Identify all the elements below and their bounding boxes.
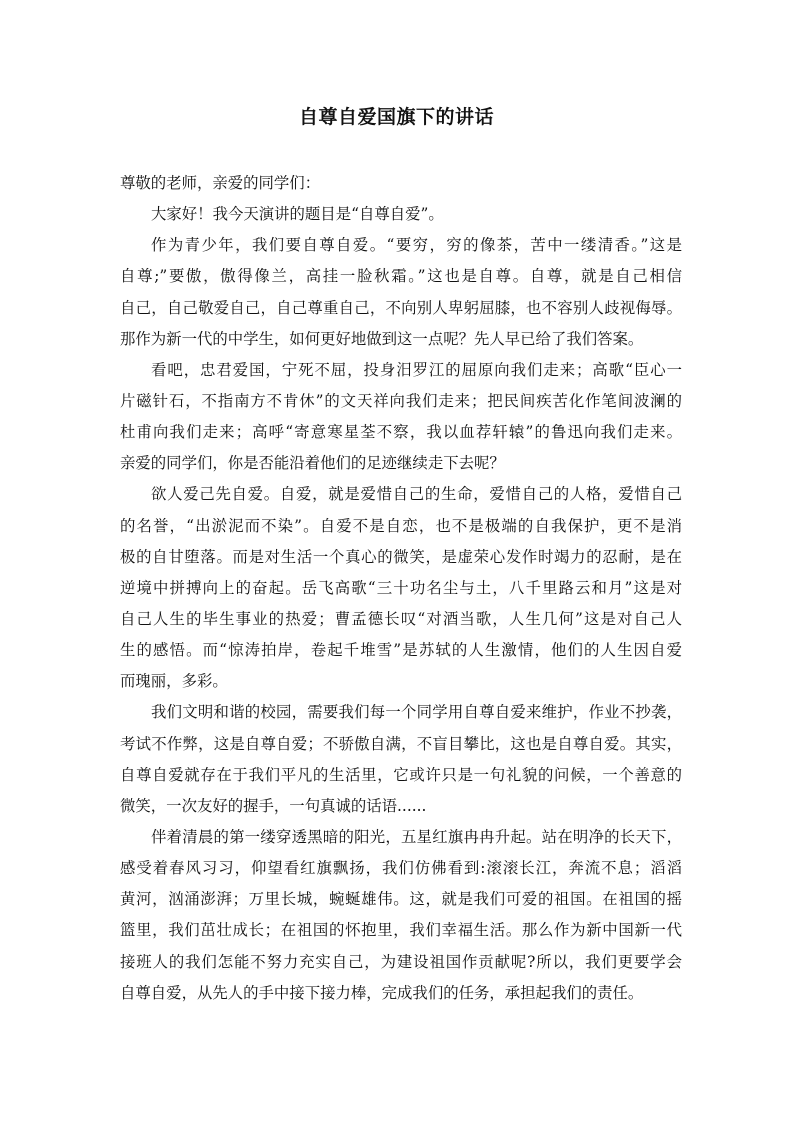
paragraph-line: 感受着春风习习，仰望看红旗飘扬，我们仿佛看到:滚滚长江，奔流不息；滔滔 (120, 859, 682, 878)
paragraph-line: 微笑，一次友好的握手，一句真诚的话语...... (120, 796, 427, 815)
paragraph-line: 自己，自己敬爱自己，自己尊重自己，不向别人卑躬屈膝，也不容别人歧视侮辱。 (120, 298, 682, 317)
paragraph-line: 逆境中拼搏向上的奋起。岳飞高歌“三十功名尘与土，八千里路云和月”这是对 (120, 578, 682, 597)
paragraph-line: 伴着清晨的第一缕穿透黑暗的阳光，五星红旗冉冉升起。站在明净的长天下， (151, 827, 682, 846)
paragraph (120, 230, 682, 355)
paragraph-line: 自己人生的毕生事业的热爱；曹孟德长叹“对酒当歌，人生几何”这是对自己人 (120, 609, 682, 628)
paragraph-line: 看吧，忠君爱国，宁死不屈，投身汨罗江的屈原向我们走来；高歌“臣心一 (151, 360, 682, 379)
paragraph-line: 的名誉，“出淤泥而不染”。自爱不是自恋，也不是极端的自我保护，更不是消 (120, 516, 682, 535)
document-body (120, 168, 682, 1009)
paragraph (120, 168, 682, 199)
paragraph-line: 自尊;”要傲，傲得像兰，高挂一脸秋霜。”这也是自尊。自尊，就是自己相信 (120, 267, 682, 286)
paragraph (120, 822, 682, 1009)
paragraph (120, 355, 682, 480)
paragraph-line: 而瑰丽，多彩。 (120, 672, 228, 691)
paragraph-line: 作为青少年，我们要自尊自爱。“要穷，穷的像茶，苦中一缕清香。”这是 (151, 236, 682, 255)
paragraph-line: 考试不作弊，这是自尊自爱；不骄傲自满，不盲目攀比，这也是自尊自爱。其实， (120, 734, 682, 753)
paragraph-line: 自尊自爱就存在于我们平凡的生活里，它或许只是一句礼貌的问候，一个善意的 (120, 765, 682, 784)
paragraph (120, 479, 682, 697)
paragraph-line: 黄河，汹涌澎湃；万里长城，蜿蜒雄伟。这，就是我们可爱的祖国。在祖国的摇 (120, 890, 682, 909)
paragraph-line: 极的自甘堕落。而是对生活一个真心的微笑，是虚荣心发作时竭力的忍耐，是在 (120, 547, 682, 566)
paragraph-line: 我们文明和谐的校园，需要我们每一个同学用自尊自爱来维护，作业不抄袭， (151, 703, 682, 722)
paragraph-line: 杜甫向我们走来；高呼“寄意寒星荃不察，我以血荐轩辕”的鲁迅向我们走来。 (120, 423, 682, 442)
paragraph-line: 那作为新一代的中学生，如何更好地做到这一点呢？先人早已给了我们答案。 (120, 329, 644, 348)
paragraph-line: 片磁针石，不指南方不肯休”的文天祥向我们走来；把民间疾苦化作笔间波澜的 (120, 391, 682, 410)
paragraph-line: 自尊自爱，从先人的手中接下接力棒，完成我们的任务，承担起我们的责任。 (120, 983, 644, 1002)
paragraph-line: 尊敬的老师，亲爱的同学们： (120, 174, 321, 192)
paragraph-line: 亲爱的同学们，你是否能沿着他们的足迹继续走下去呢？ (120, 454, 505, 473)
paragraph (120, 199, 682, 230)
paragraph-line: 欲人爱己先自爱。自爱，就是爱惜自己的生命，爱惜自己的人格，爱惜自己 (151, 485, 682, 504)
paragraph (120, 697, 682, 822)
paragraph-line: 接班人的我们怎能不努力充实自己，为建设祖国作贡献呢?所以，我们更要学会 (120, 952, 682, 971)
document-title: 自尊自爱国旗下的讲话 (298, 106, 494, 128)
paragraph-line: 篮里，我们茁壮成长；在祖国的怀抱里，我们幸福生活。那么作为新中国新一代 (120, 921, 682, 940)
paragraph-line: 生的感悟。而“惊涛拍岸，卷起千堆雪”是苏轼的人生激情，他们的人生因自爱 (120, 641, 682, 660)
paragraph-line: 大家好！我今天演讲的题目是“自尊自爱”。 (151, 205, 444, 224)
